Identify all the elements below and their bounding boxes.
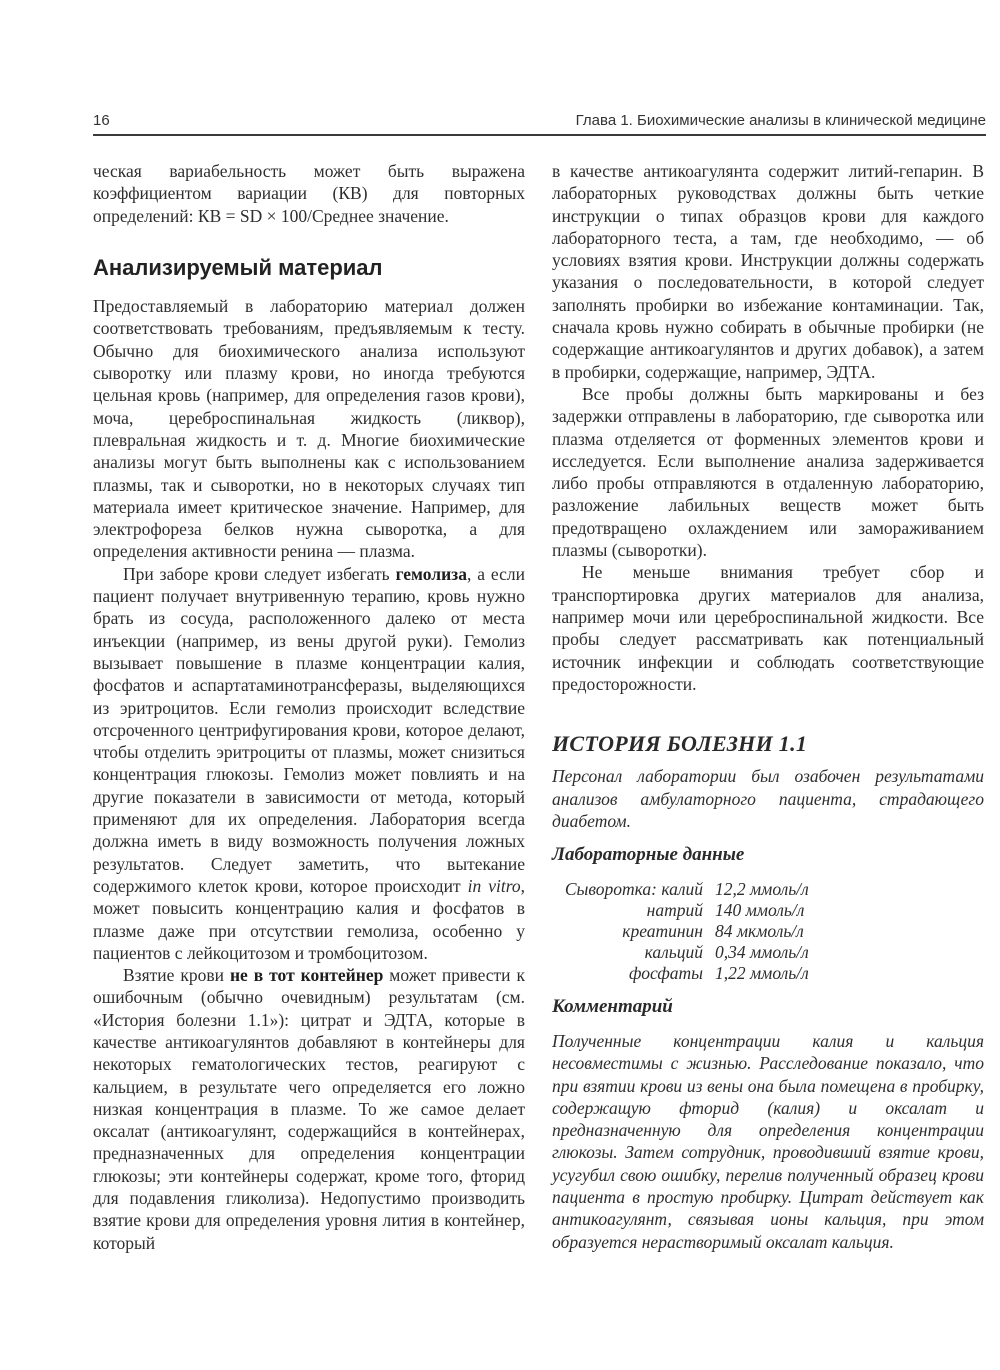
paragraph-continued: ческая вариабельность может быть выражена коэффициентом вариации (КВ) для повторных определений: КВ = SD × 100/Среднее значение. <box>93 161 525 226</box>
page-header <box>93 112 986 136</box>
lab-data-heading: Лабораторные данные <box>552 844 745 866</box>
lab-value: 140 ммоль/л <box>715 899 805 920</box>
lab-value: 0,34 ммоль/л <box>715 941 809 962</box>
case-history-title: ИСТОРИЯ БОЛЕЗНИ 1.1 <box>552 731 808 757</box>
paragraph-wrong-container <box>93 964 525 1254</box>
paragraph-other-materials: Не меньше внимания требует сбор и транспортировка других материалов для анализа, например мочи или цереброспинальной жидкости. Все пробы следует рассматривать как потенциальный источник инфекции и соблюдать соответствующие предосторожности. <box>552 562 984 694</box>
bold-term-hemolysis: гемолиза <box>395 563 467 584</box>
lab-value: 1,22 ммоль/л <box>715 962 809 983</box>
lab-row <box>549 879 809 900</box>
lab-row <box>549 942 809 963</box>
text-span: , а если пациент получает внутривенную терапию, кровь нужно брать из сосуда, расположенного далеко от места инъекции (например, из вены другой руки). Гемолиз вызывает повышение в плазме концентрации калия, фосфатов и аспартатаминотрансферазы, выделяющихся из эритроцитов. Если гемолиз происходит вследствие отсроченного центрифугирования крови, которое делают, чтобы отделить эритроциты от плазмы, может снизиться концентрация глюкозы. Гемолиз может повлиять и на другие показатели в зависимости от метода, который применяют для их определения. Лаборатория всегда должна иметь в виду возможность получения ложных результатов. Следует заметить, что вытекание содержимого клеток крови, которое происходит <box>93 563 526 896</box>
case-history-intro: Персонал лаборатории был озабочен результатами анализов амбулаторного пациента, страдающего диабетом. <box>552 766 984 832</box>
lab-row <box>549 900 809 921</box>
lab-value: 12,2 ммоль/л <box>715 878 809 899</box>
text-span: Взятие крови <box>123 965 230 986</box>
lab-name: фосфаты <box>629 962 703 983</box>
paragraph-material: Предоставляемый в лабораторию материал должен соответствовать требованиям, предъявляемым к тесту. Обычно для биохимического анализа используют сыворотку или плазму крови, но иногда требуются цельная кровь (например, для определения газов крови), моча, цереброспинальная жидкость (ликвор), плевральная жидкость и т. д. Многие биохимические анализы могут быть выполнены как с использованием плазмы, так и сыворотки, но в некоторых случаях тип материала имеет критическое значение. Например, для электрофореза белков нужна сыворотка, а для определения активности ренина — плазма. <box>93 296 525 562</box>
left-column <box>93 160 525 1254</box>
text-span: При заборе крови следует избегать <box>123 563 396 584</box>
lab-row <box>549 963 809 984</box>
lab-name: натрий <box>646 899 703 920</box>
text-span: , может повысить концентрацию калия и фосфатов в плазме даже при отсутствии гемолиза, особенно у пациентов с лейкоцитозом и тромбоцитозом. <box>93 875 526 963</box>
case-history-box <box>552 733 984 1253</box>
page-number: 16 <box>93 112 110 129</box>
lab-name: Сыворотка: калий <box>564 878 703 899</box>
paragraph-hemolysis <box>93 563 525 964</box>
lab-row <box>549 921 809 942</box>
lab-name: креатинин <box>622 920 703 941</box>
lab-data-table <box>549 879 809 984</box>
running-head: Глава 1. Биохимические анализы в клинической медицине <box>575 112 986 129</box>
lab-value: 84 мкмоль/л <box>715 920 804 941</box>
right-column <box>552 160 984 1253</box>
paragraph-continued-right: в качестве антикоагулянта содержит литий-гепарин. В лабораторных руководствах должны быть четкие инструкции о типах образцов крови для каждого лабораторного теста, а там, где необходимо, — об условиях взятия крови. Инструкции должны содержать указания о последовательности, в которой следует заполнять пробирки во избежание контаминации. Так, сначала кровь нужно собирать в обычные пробирки (не содержащие антикоагулянтов и других добавок), а затем в пробирки, содержащие, например, ЭДТА. <box>552 161 984 382</box>
lab-name: кальций <box>644 941 703 962</box>
bold-term-wrong-container: не в тот контейнер <box>229 965 384 986</box>
section-title: Анализируемый материал <box>93 254 383 280</box>
italic-term-in-vitro: in vitro <box>467 875 521 896</box>
comment-heading: Комментарий <box>552 995 673 1017</box>
paragraph-labeling: Все пробы должны быть маркированы и без задержки отправлены в лабораторию, где сыворотка или плазма отделяется от форменных элементов крови и исследуется. Если выполнение анализа задерживается либо пробы отправляются в отдаленную лабораторию, разложение лабильных веществ может быть предотвращено охлаждением или замораживанием плазмы (сыворотки). <box>552 383 984 561</box>
text-span: может привести к ошибочным (обычно очевидным) результатам (см. «История болезни 1.1»): цитрат и ЭДТА, которые в качестве антикоагулянтов добавляют в контейнеры для некоторых гематологических тестов, реагируют с кальцием, в результате чего определяется его ложно низкая концентрация в плазме. То же самое делает оксалат (антикоагулянт, содержащийся в контейнерах, предназначенных для определения концентрации глюкозы; эти контейнеры содержат, кроме того, фторид для подавления гликолиза). Недопустимо производить взятие крови для определения уровня лития в контейнер, который <box>93 965 526 1253</box>
case-comment: Полученные концентрации калия и кальция несовместимы с жизнью. Расследование показало, что при взятии крови из вены она была помещена в пробирку, содержащую фторид (калия) и оксалат и предназначенную для определения концентрации глюкозы. Затем сотрудник, проводивший взятие крови, усугубил свою ошибку, перелив полученный образец крови пациента в простую пробирку. Цитрат действует как антикоагулянт, связывая ионы кальция, при этом образуется нерастворимый оксалат кальция. <box>552 1030 984 1252</box>
